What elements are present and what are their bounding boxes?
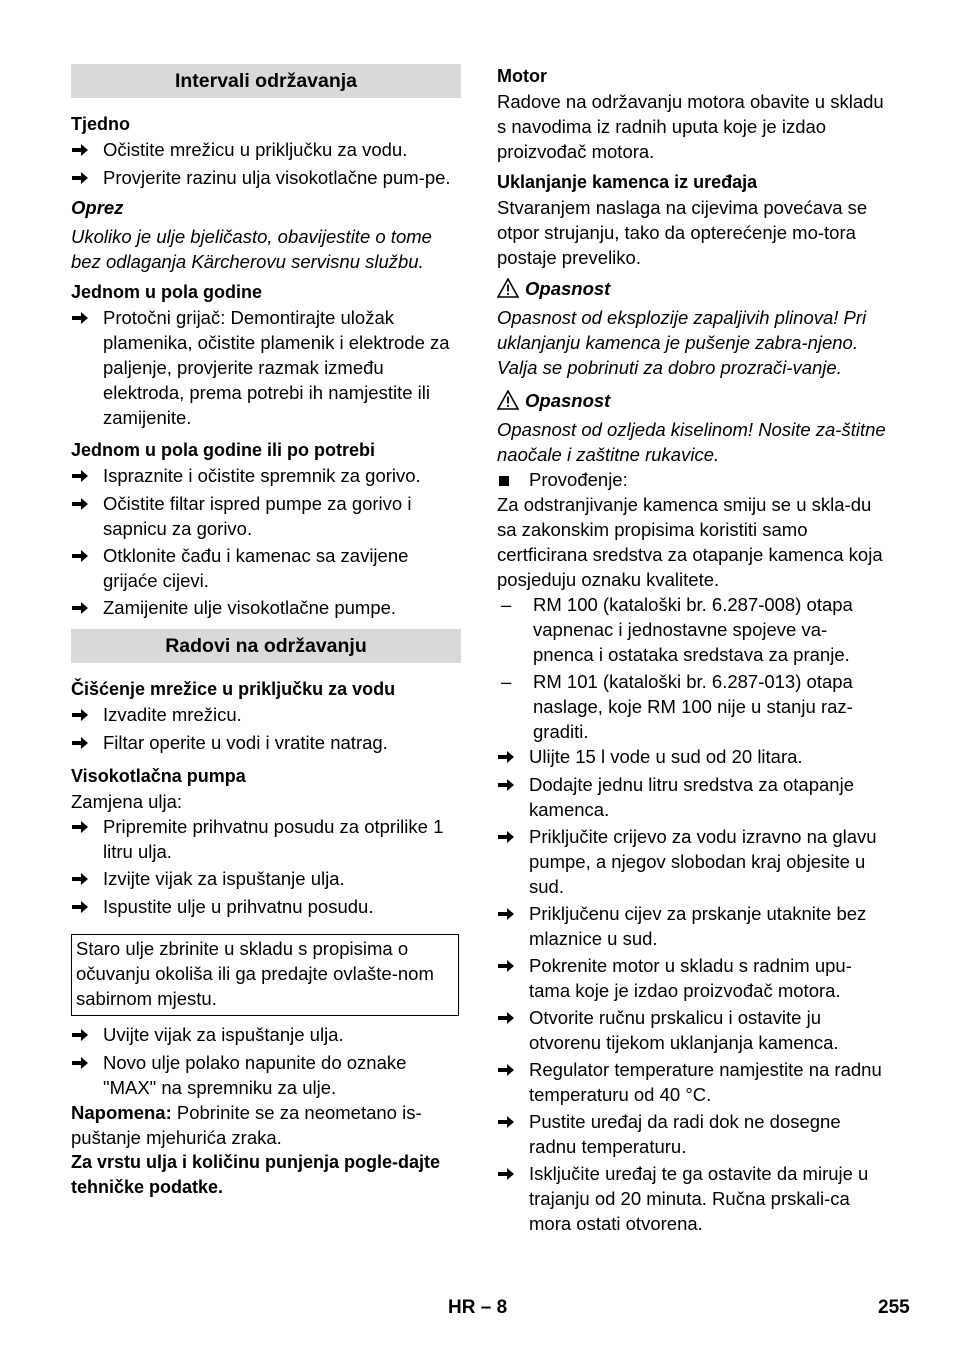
list-item-text: Otklonite čađu i kamenac sa zavijene grijaće cijevi.: [103, 545, 409, 591]
arrow-right-icon: [497, 772, 529, 822]
danger-title-2-text: Opasnost: [525, 390, 611, 411]
arrow-right-icon: [497, 901, 529, 951]
list-item: [71, 702, 461, 728]
heading-weekly: Tjedno: [71, 114, 130, 134]
list-item-text: Očistite mrežicu u priključku za vodu.: [103, 139, 408, 160]
list-item: [497, 1109, 887, 1159]
procedure-label: Provođenje:: [529, 469, 628, 490]
arrow-right-icon: [497, 953, 529, 1003]
heading-half-year-or-needed: Jednom u pola godine ili po potrebi: [71, 440, 375, 460]
oil-disposal-notice: [71, 934, 459, 1016]
list-item: [71, 137, 461, 163]
danger-text-2: Opasnost od ozljeda kiselinom! Nosite za-štitne naočale i zaštitne rukavice.: [497, 419, 886, 465]
list-item-text: Priključenu cijev za prskanje utaknite bez mlaznice u sud.: [529, 903, 867, 949]
section-heading-intervals: Intervali održavanja: [71, 64, 461, 98]
list-item-text: Filtar operite u vodi i vratite natrag.: [103, 732, 388, 753]
list-item: [71, 1050, 461, 1100]
list-item: [497, 901, 887, 951]
dash-bullet: –: [501, 671, 512, 692]
list-item-text: Ulijte 15 l vode u sud od 20 litara.: [529, 746, 803, 767]
caution-text: Ukoliko je ulje bjeličasto, obavijestite o tome bez odlaganja Kärcherovu servisnu službu.: [71, 226, 432, 272]
square-bullet-icon: [499, 476, 509, 486]
list-item-text: Protočni grijač: Demontirajte uložak plamenika, očistite plamenik i elektrode za paljenje, provjerite razmak između elektroda, prema potrebi ih namjestite ili zamijenite.: [103, 307, 450, 428]
list-item-text: Dodajte jednu litru sredstva za otapanje kamenca.: [529, 774, 854, 820]
arrow-right-icon: [497, 1109, 529, 1159]
descaling-text: Stvaranjem naslaga na cijevima povećava se otpor strujanju, tako da opterećenje mo-tora postaje preveliko.: [497, 197, 868, 268]
arrow-right-icon: [71, 491, 103, 541]
heading-high-pressure-pump: Visokotlačna pumpa: [71, 766, 246, 786]
list-item: [71, 305, 461, 430]
list-item-text: Isključite uređaj te ga ostavite da miruje u trajanju od 20 minuta. Ručna prskali-ca mora ostati otvorena.: [529, 1163, 869, 1234]
oil-disposal-text: Staro ulje zbrinite u skladu s propisima o očuvanju okoliša ili ga predajte ovlašte-nom sabirnom mjestu.: [76, 938, 434, 1009]
descaler-list: [497, 592, 887, 744]
list-item-text: Provjerite razinu ulja visokotlačne pum-pe.: [103, 167, 451, 188]
list-item-text: Otvorite ručnu prskalicu i ostavite ju otvorenu tijekom uklanjanja kamenca.: [529, 1007, 839, 1053]
danger-title-2: [497, 388, 887, 413]
arrow-right-icon: [497, 1161, 529, 1236]
note-paragraph: [71, 1100, 461, 1150]
arrow-right-icon: [71, 137, 103, 163]
list-item-text: Pokrenite motor u skladu s radnim upu-tama koje je izdao proizvođač motora.: [529, 955, 852, 1001]
list-item: [497, 1161, 887, 1236]
list-item-text: Zamijenite ulje visokotlačne pumpe.: [103, 597, 397, 618]
oil-change-list: [71, 814, 461, 920]
arrow-right-icon: [71, 730, 103, 756]
list-item: [497, 592, 887, 667]
page-number: 255: [878, 1297, 910, 1318]
danger-text-1: Opasnost od eksplozije zapaljivih plinova! Pri uklanjanju kamenca je pušenje zabra-njeno. Valja se pobrinuti za dobro prozrači-vanje.: [497, 307, 867, 378]
section-heading-maintenance: Radovi na održavanju: [71, 629, 461, 663]
list-item: [71, 463, 461, 489]
list-item-text: RM 101 (kataloški br. 6.287-013) otapa naslage, koje RM 100 nije u stanju raz-graditi.: [533, 671, 853, 742]
arrow-right-icon: [71, 463, 103, 489]
heading-descaling: Uklanjanje kamenca iz uređaja: [497, 172, 758, 192]
list-item: [71, 491, 461, 541]
arrow-right-icon: [497, 1057, 529, 1107]
arrow-right-icon: [71, 595, 103, 621]
note-label: Napomena:: [71, 1102, 172, 1123]
list-item-text: Ispustite ulje u prihvatnu posudu.: [103, 896, 374, 917]
dash-bullet: –: [501, 594, 512, 615]
arrow-right-icon: [71, 305, 103, 430]
list-item-text: Regulator temperature namjestite na radnu temperaturu od 40 °C.: [529, 1059, 882, 1105]
weekly-list: [71, 137, 461, 191]
warning-triangle-icon: [497, 390, 519, 410]
procedure-row: [497, 467, 887, 492]
left-column: [71, 64, 461, 1200]
arrow-right-icon: [497, 1005, 529, 1055]
list-item: [497, 1005, 887, 1055]
note-text: Pobrinite se za neometano is-puštanje mjehurića zraka.: [71, 1102, 422, 1148]
right-column: [497, 64, 887, 1236]
heading-half-year: Jednom u pola godine: [71, 282, 263, 302]
section-page-label: HR – 8: [448, 1297, 508, 1318]
heading-strainer-cleaning: Čišćenje mrežice u priključku za vodu: [71, 679, 396, 699]
list-item-text: RM 100 (kataloški br. 6.287-008) otapa vapnenac i jednostavne spojeve va-pnenca i ostataka sredstava za pranje.: [533, 594, 853, 665]
list-item: [71, 894, 461, 920]
list-item: [71, 730, 461, 756]
list-item-text: Pustite uređaj da radi dok ne dosegne radnu temperaturu.: [529, 1111, 841, 1157]
list-item: [497, 772, 887, 822]
as-needed-list: [71, 463, 461, 621]
list-item: [497, 744, 887, 770]
arrow-right-icon: [71, 814, 103, 864]
list-item-text: Izvijte vijak za ispuštanje ulja.: [103, 868, 345, 889]
list-item: [497, 1057, 887, 1107]
list-item-text: Pripremite prihvatnu posudu za otprilike 1 litru ulja.: [103, 816, 444, 862]
list-item-text: Očistite filtar ispred pumpe za gorivo i sapnicu za gorivo.: [103, 493, 412, 539]
arrow-right-icon: [71, 1050, 103, 1100]
procedure-text: Za odstranjivanje kamenca smiju se u skla-du sa zakonskim propisima koristiti samo certficirana sredstva za otapanje kamenca koja posjeduju oznaku kvalitete.: [497, 494, 883, 590]
list-item: [497, 669, 887, 744]
list-item-text: Novo ulje polako napunite do oznake "MAX" na spremniku za ulje.: [103, 1052, 407, 1098]
half-year-list: [71, 305, 461, 430]
list-item: [71, 543, 461, 593]
arrow-right-icon: [71, 866, 103, 892]
arrow-right-icon: [497, 824, 529, 899]
danger-title-1: [497, 276, 887, 301]
list-item: [497, 953, 887, 1003]
list-item: [71, 165, 461, 191]
arrow-right-icon: [71, 702, 103, 728]
descaling-steps: [497, 744, 887, 1236]
motor-text: Radove na održavanju motora obavite u skladu s navodima iz radnih uputa koje je izdao proizvođač motora.: [497, 91, 884, 162]
list-item-text: Ispraznite i očistite spremnik za gorivo.: [103, 465, 421, 486]
oil-change-label: Zamjena ulja:: [71, 791, 183, 812]
list-item-text: Uvijte vijak za ispuštanje ulja.: [103, 1024, 344, 1045]
caution-title: Oprez: [71, 197, 124, 218]
list-item: [71, 814, 461, 864]
technical-data-note: Za vrstu ulja i količinu punjenja pogle-dajte tehničke podatke.: [71, 1152, 441, 1197]
oil-refill-list: [71, 1022, 461, 1100]
danger-title-1-text: Opasnost: [525, 278, 611, 299]
heading-motor: Motor: [497, 66, 547, 86]
list-item: [71, 1022, 461, 1048]
arrow-right-icon: [71, 1022, 103, 1048]
list-item-text: Priključite crijevo za vodu izravno na glavu pumpe, a njegov slobodan kraj objesite u sud.: [529, 826, 877, 897]
list-item: [71, 595, 461, 621]
strainer-list: [71, 702, 461, 756]
warning-triangle-icon: [497, 278, 519, 298]
list-item: [497, 824, 887, 899]
list-item: [71, 866, 461, 892]
arrow-right-icon: [497, 744, 529, 770]
arrow-right-icon: [71, 165, 103, 191]
arrow-right-icon: [71, 543, 103, 593]
list-item-text: Izvadite mrežicu.: [103, 704, 242, 725]
arrow-right-icon: [71, 894, 103, 920]
